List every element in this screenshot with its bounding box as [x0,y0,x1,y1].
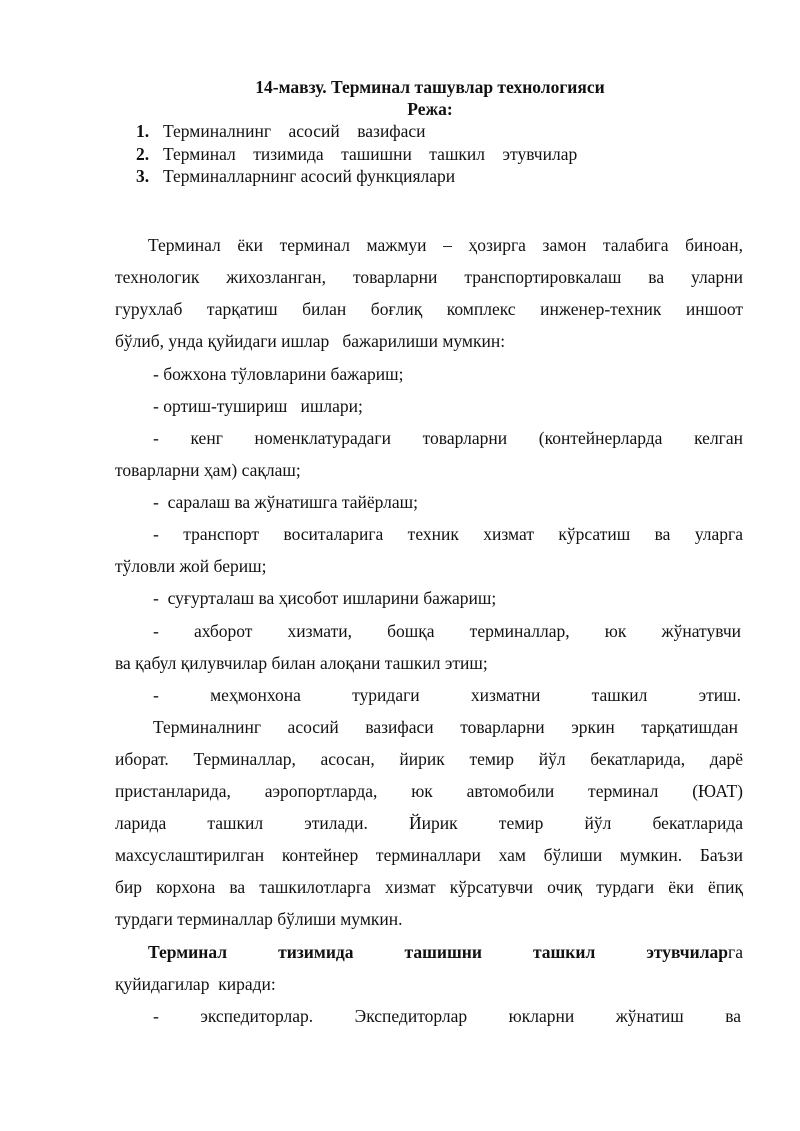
plan-heading: Режа: [407,99,453,119]
paragraph-line: гурухлаб тарқатиш билан боғлиқ комплекс инженер-техник иншоот [115,299,743,319]
list-item: - меҳмонхона туридаги хизматни ташкил этиш. [153,685,741,705]
paragraph-line: ларида ташкил этилади. Йирик темир йўл бекатларида [115,813,743,833]
paragraph-line: қуйидагилар киради: [115,974,276,994]
plan-item-number: 3. [136,166,150,186]
plan-item [136,165,577,188]
paragraph-line: махсуслаштирилган контейнер терминаллари хам бўлиши мумкин. Баъзи [115,845,743,865]
section-heading: Терминал тизимида ташишни ташкил этувчилар [148,942,729,962]
paragraph-line: иборат. Терминаллар, асосан, йирик темир йўл бекатларида, дарё [115,749,743,769]
paragraph-line: пристанларида, аэропортларда, юк автомобили терминал (ЮАТ) [115,781,743,801]
list-item: - суғурталаш ва ҳисобот ишларини бажариш; [153,588,497,608]
paragraph-line: бир корхона ва ташкилотларга хизмат кўрсатувчи очиқ турдаги ёки ёпиқ [115,877,743,897]
plan-item [136,120,577,143]
paragraph-line: бўлиб, унда қуйидаги ишлар бажарилиши мумкин: [115,331,506,351]
section-heading-suffix: га [728,942,743,962]
paragraph-line: технологик жихозланган, товарларни транспортировкалаш ва уларни [115,267,743,287]
plan-item [136,143,577,166]
list-item: - ортиш-тушириш ишлари; [153,396,363,416]
plan-item-text: Терминалнинг асосий вазифаси [163,121,426,141]
paragraph-line: Терминалнинг асосий вазифаси товарларни эркин тарқатишдан [153,717,738,737]
list-item-continuation: товарларни ҳам) сақлаш; [115,460,301,480]
document-title: 14-мавзу. Терминал ташувлар технологияси [255,77,605,97]
list-item: - божхона тўловларини бажариш; [153,364,404,384]
list-item-continuation: ва қабул қилувчилар билан алоқани ташкил этиш; [115,653,488,673]
plan-list [136,120,577,188]
paragraph-line: турдаги терминаллар бўлиши мумкин. [115,909,403,929]
list-item: - экспедиторлар. Экспедиторлар юкларни жўнатиш ва [153,1006,741,1026]
section-heading-line [148,941,743,963]
list-item-continuation: тўловли жой бериш; [115,556,267,576]
paragraph-line: Терминал ёки терминал мажмуи – ҳозирга замон талабига биноан, [148,235,743,255]
list-item: - транспорт воситаларига техник хизмат кўрсатиш ва уларга [153,524,743,544]
plan-item-number: 2. [136,143,150,164]
plan-item-number: 1. [136,121,150,141]
list-item: - саралаш ва жўнатишга тайёрлаш; [153,492,418,512]
list-item: - кенг номенклатурадаги товарларни (контейнерларда келган [153,428,743,448]
plan-item-text: Терминал тизимида ташишни ташкил этувчилар [163,143,578,164]
plan-item-text: Терминалларнинг асосий функциялари [163,166,456,186]
list-item: - ахборот хизмати, бошқа терминаллар, юк жўнатувчи [153,621,741,641]
